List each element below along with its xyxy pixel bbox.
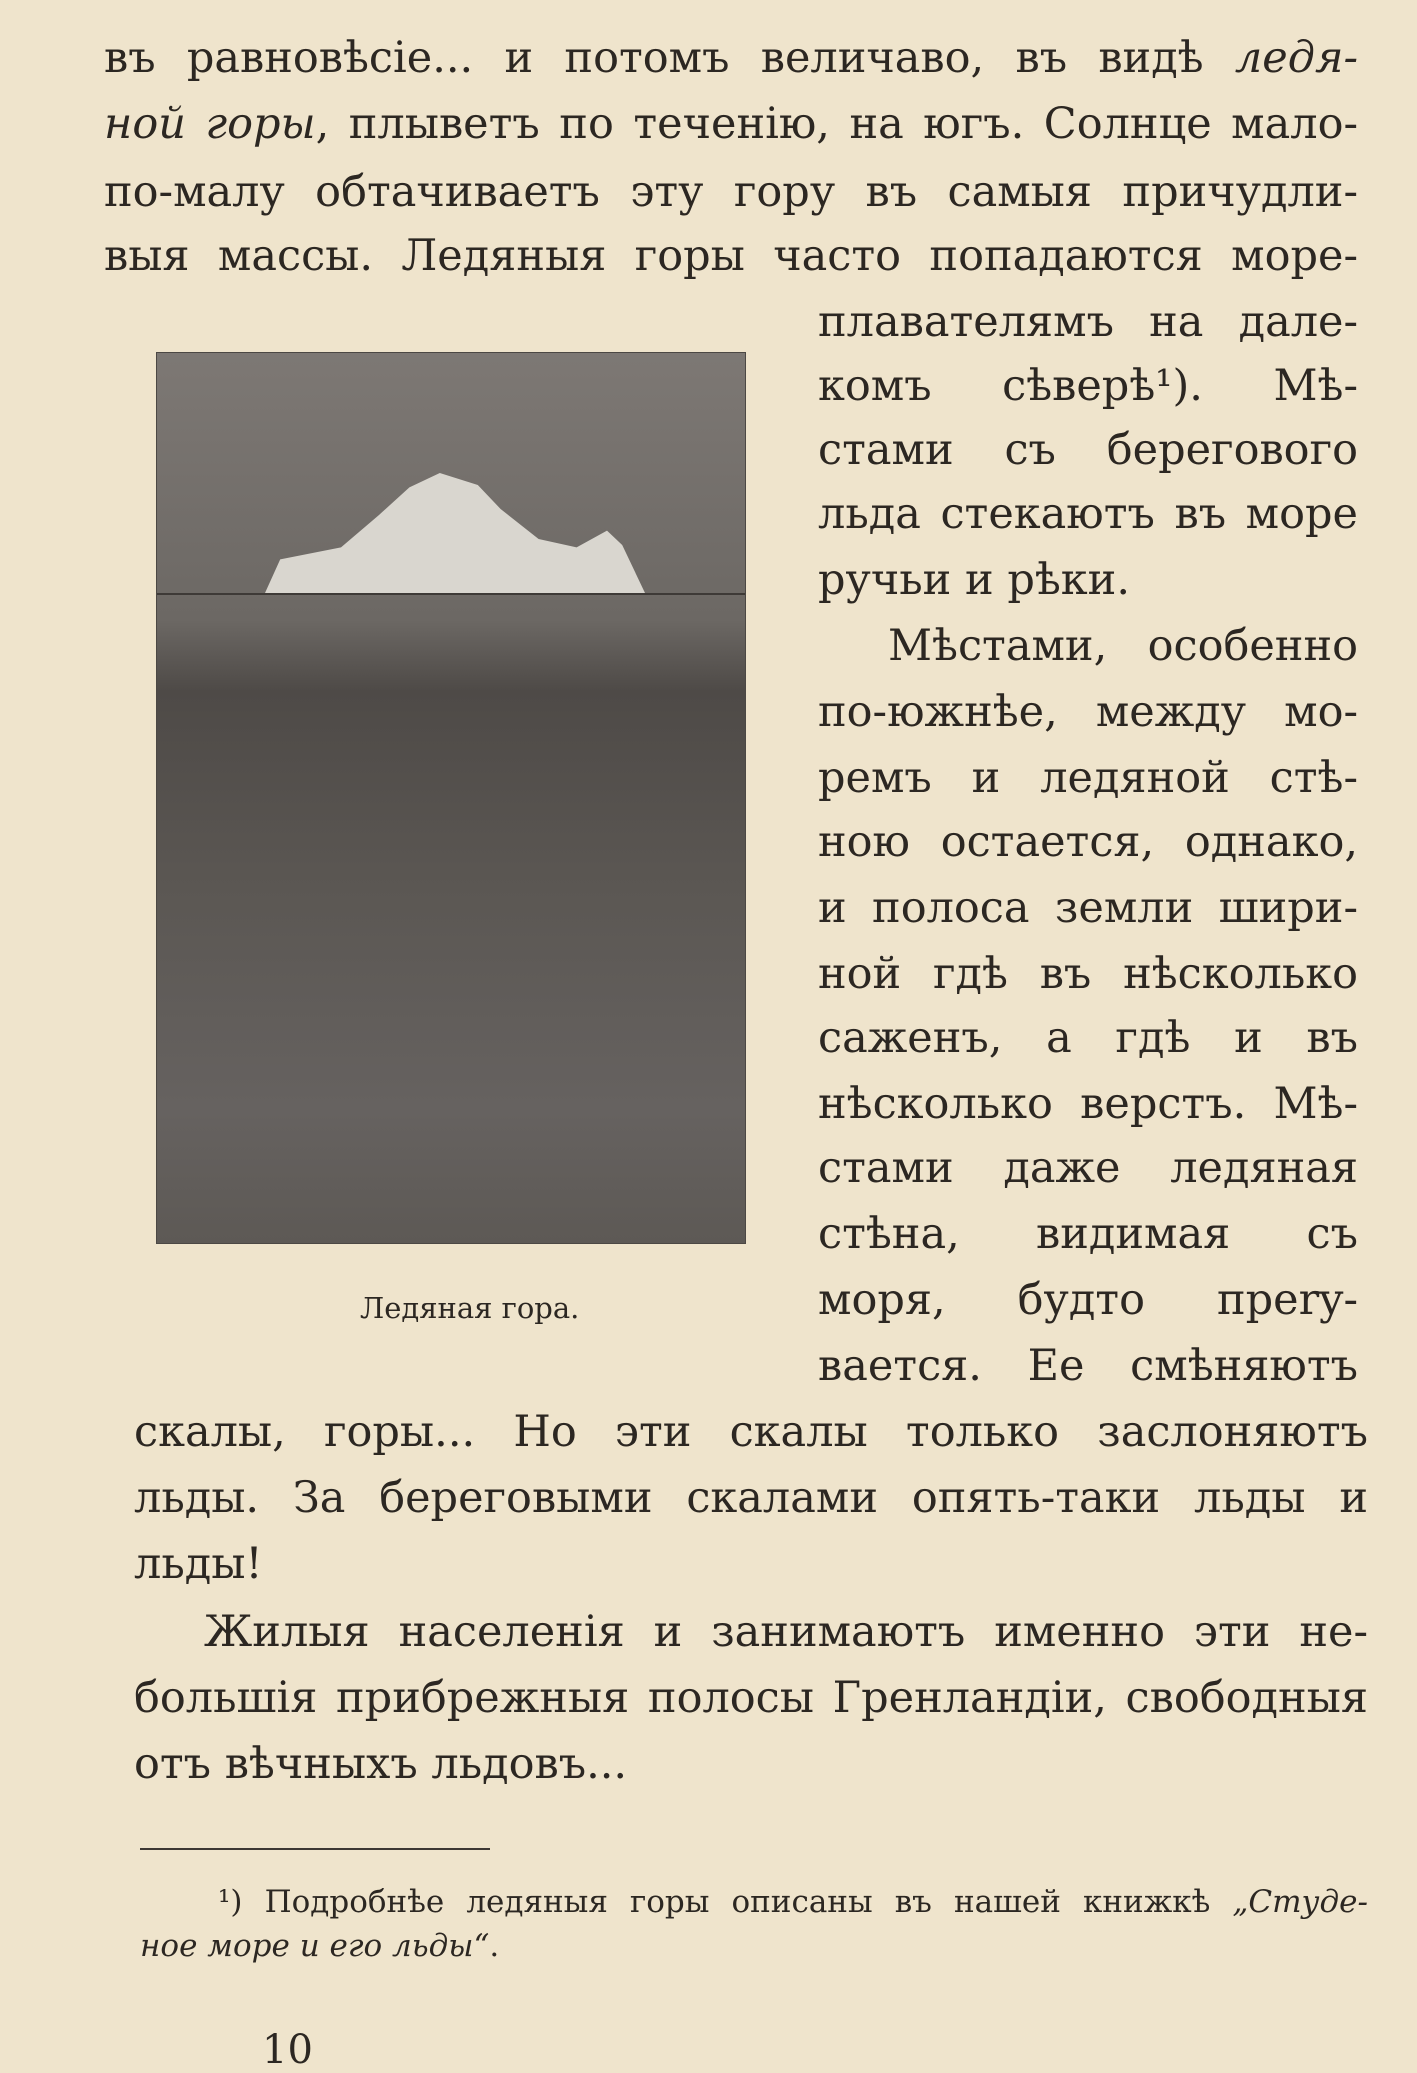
italic-term: „Студе- [1232, 1884, 1368, 1920]
text-line: стѣна, видимая съ [818, 1209, 1358, 1259]
text-line: нѣсколько верстъ. Мѣ- [818, 1079, 1358, 1129]
text-line: плавателямъ на дале- [818, 297, 1358, 347]
text-span: , плыветъ по теченію, на югъ. Солнце мало- [315, 99, 1358, 149]
text-line: по-малу обтачиваетъ эту гору въ самыя причудли- [104, 167, 1358, 217]
iceberg-shape [265, 473, 645, 593]
text-line: вается. Ее смѣняютъ [818, 1341, 1358, 1391]
text-line: стами даже ледяная [818, 1143, 1358, 1193]
text-line: комъ сѣверѣ¹). Мѣ- [818, 361, 1358, 411]
text-line: ремъ и ледяной стѣ- [818, 753, 1358, 803]
text-line: стами съ берегового [818, 425, 1358, 475]
footnote-line [218, 1880, 1368, 1924]
text-line [104, 94, 1358, 154]
horizon-line [157, 593, 745, 595]
iceberg-photo [156, 352, 746, 1244]
text-line: моря, будто прery- [818, 1275, 1358, 1325]
text-span: въ равновѣсіе... и потомъ величаво, въ видѣ [104, 33, 1235, 83]
text-span: ¹) Подробнѣе ледяныя горы описаны въ нашей книжкѣ [218, 1884, 1233, 1920]
footnote-line [140, 1924, 499, 1968]
page-number: 10 [262, 2027, 313, 2073]
text-line: ной гдѣ въ нѣсколько [818, 949, 1358, 999]
text-line: по-южнѣе, между мо- [818, 687, 1358, 737]
text-line [104, 28, 1358, 88]
italic-term: ледя- [1234, 33, 1358, 83]
italic-term: ной горы [104, 99, 316, 149]
text-line: и полоса земли шири- [818, 883, 1358, 933]
text-line: льда стекаютъ въ море [818, 489, 1358, 539]
text-line: выя массы. Ледяныя горы часто попадаются море- [104, 231, 1358, 281]
figure-caption: Ледяная гора. [360, 1291, 580, 1325]
text-line: скалы, горы... Но эти скалы только заслоняютъ [134, 1407, 1368, 1457]
text-line: льды! [134, 1539, 263, 1589]
text-line: саженъ, а гдѣ и въ [818, 1013, 1358, 1063]
text-span: . [489, 1928, 500, 1964]
text-line: Мѣстами, особенно [888, 621, 1358, 671]
text-line: ною остается, однако, [818, 817, 1358, 867]
footnote-rule [140, 1848, 490, 1850]
text-line: льды. За береговыми скалами опять-таки льды и [134, 1473, 1368, 1523]
text-line: большія прибрежныя полосы Гренландіи, свободныя [134, 1673, 1368, 1723]
text-line: Жилыя населенія и занимаютъ именно эти не- [204, 1607, 1368, 1657]
italic-term: ное море и его льды“ [140, 1928, 490, 1964]
text-line: отъ вѣчныхъ льдовъ... [134, 1739, 628, 1789]
text-line: ручьи и рѣки. [818, 555, 1130, 605]
